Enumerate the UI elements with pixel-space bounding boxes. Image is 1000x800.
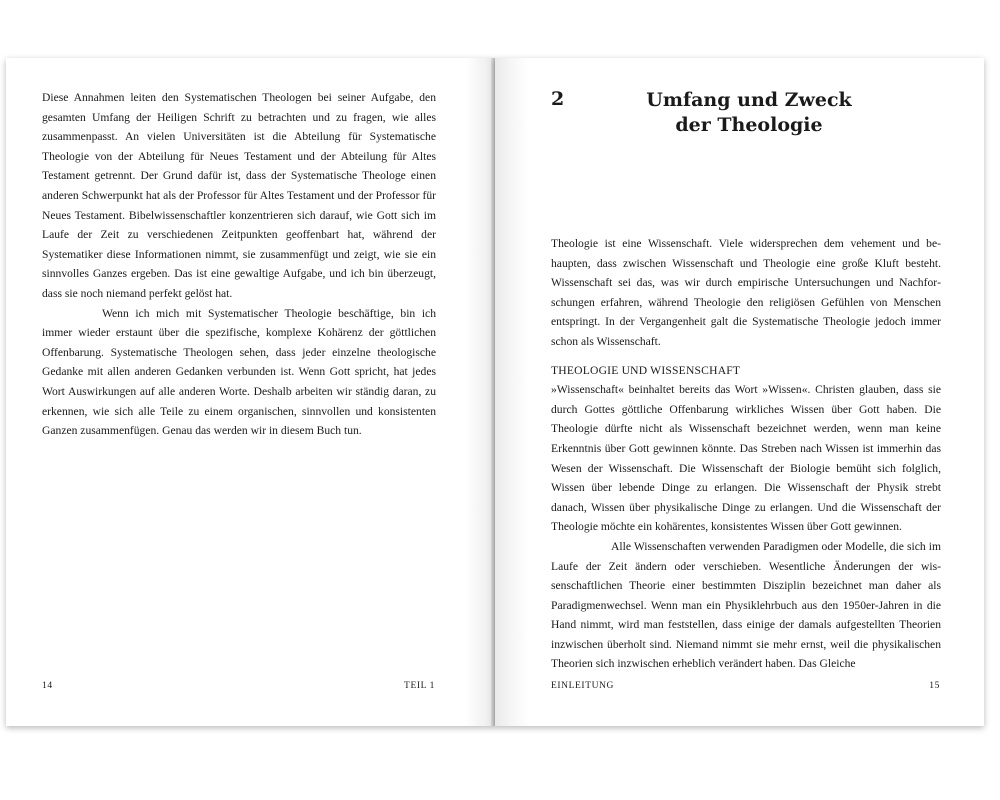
left-paragraph-2: Wenn ich mich mit Systematischer Theologie beschäftige, bin ich immer wieder erstaunt über die spezifische, komplexe Kohärenz der göttlichen Offenbarung. Systematische Theologen sehen, dass jeder einzelne theologische Gedanke mit allen anderen Gedanken verbunden ist. Wenn Gott spricht, hat jedes Wort Auswirkungen auf alle anderen Worte. Deshalb arbeiten wir ständig daran, zu erkennen, wie sich alle Teile zu einem organischen, sinnvollen und konsistenten Ganzen zusammenfügen. Genau das werden wir in diesem Buch tun. (42, 306, 436, 438)
section-paragraph-2: Alle Wissenschaften verwenden Paradigmen oder Modelle, die sich im Laufe der Zeit ändern oder verschieben. Wesentliche Änderungen der wissenschaftlichen Theorie einer bestimmten Disziplin bezeichnet man daher als Paradigmenwechsel. Wenn man ein Physiklehrbuch aus den 1950er-Jahren in die Hand nimmt, wird man feststellen, dass einige der damals aufgestellten Theorien inzwischen überholt sind. Niemand nimmt sie mehr ernst, weil die physikalischen Theorien sich inzwischen erheblich verändert haben. Das Gleiche (551, 539, 941, 671)
running-head-right: EINLEITUNG (551, 681, 614, 691)
page-number-left: 14 (42, 681, 53, 691)
running-head-left: TEIL 1 (404, 681, 435, 691)
chapter-title (625, 88, 873, 138)
chapter-title-line-2: der Theologie (675, 114, 823, 136)
right-page-body (551, 234, 941, 674)
section-paragraph-1: »Wissenschaft« beinhaltet bereits das Wort »Wissen«. Christen glauben, dass sie durch Gottes göttliche Offenbarung wirkliches Wissen über Gott haben. Die Theologie dürfte nicht als Wissenschaft bezeichnet werden, wenn man keine Erkenntnis über Gott gewinnen könnte. Das Streben nach Wissen ist immerhin das Wesen der Wissenschaft. Die Wissenschaft der Biologie bemüht sich folglich, Wissen über lebende Dinge zu erlangen. Die Wissenschaft der Physik strebt danach, Wissen über physikalische Dinge zu erlangen. Und die Wissenschaft der Theologie möchte ein kohärentes, konsistentes Wissen über Gott gewinnen. (551, 383, 941, 534)
section-heading: THEOLOGIE UND WISSENSCHAFT (551, 363, 741, 377)
intro-paragraph: Theologie ist eine Wissenschaft. Viele widersprechen dem vehement und behaupten, dass zwischen Wissenschaft und Theologie eine große Kluft besteht. Wissenschaft sei das, was wir durch empirische Untersuchungen und Nachforschungen erfahren, während Theologie den religiösen Gefühlen von Menschen entspringt. In der Vergangenheit galt die Systematische Theologie jedoch immer schon als Wissenschaft. (551, 237, 941, 348)
left-page (6, 58, 495, 726)
left-paragraph-1: Diese Annahmen leiten den Systematischen Theologen bei seiner Aufgabe, den gesamten Umfang der Heiligen Schrift zu betrachten und zu fragen, wie alles zusammenpasst. An vielen Universitäten ist die Abteilung für Systematische Theologie von der Abteilung für Neues Testament und der Abteilung für Altes Testament getrennt. Der Grund dafür ist, dass der Systematische Theologe einen anderen Schwerpunkt hat als der Professor für Altes Testament und der Professor für Neues Testament. Bibelwissenschaftler konzentrieren sich darauf, wie Gott sich im Laufe der Zeit zu verschiedenen Zeitpunkten geoffenbart hat, während der Systematiker diese Informationen nimmt, sie zusammenfügt und zeigt, wie sie ein sinnvolles Ganzes ergeben. Das ist eine gewaltige Aufgabe, und ich bin überzeugt, dass sie noch niemand perfekt gelöst hat. (42, 91, 436, 300)
left-page-body (42, 88, 436, 441)
page-number-right: 15 (929, 681, 940, 691)
right-page (495, 58, 984, 726)
chapter-number: 2 (551, 88, 565, 110)
chapter-title-line-1: Umfang und Zweck (646, 89, 852, 111)
